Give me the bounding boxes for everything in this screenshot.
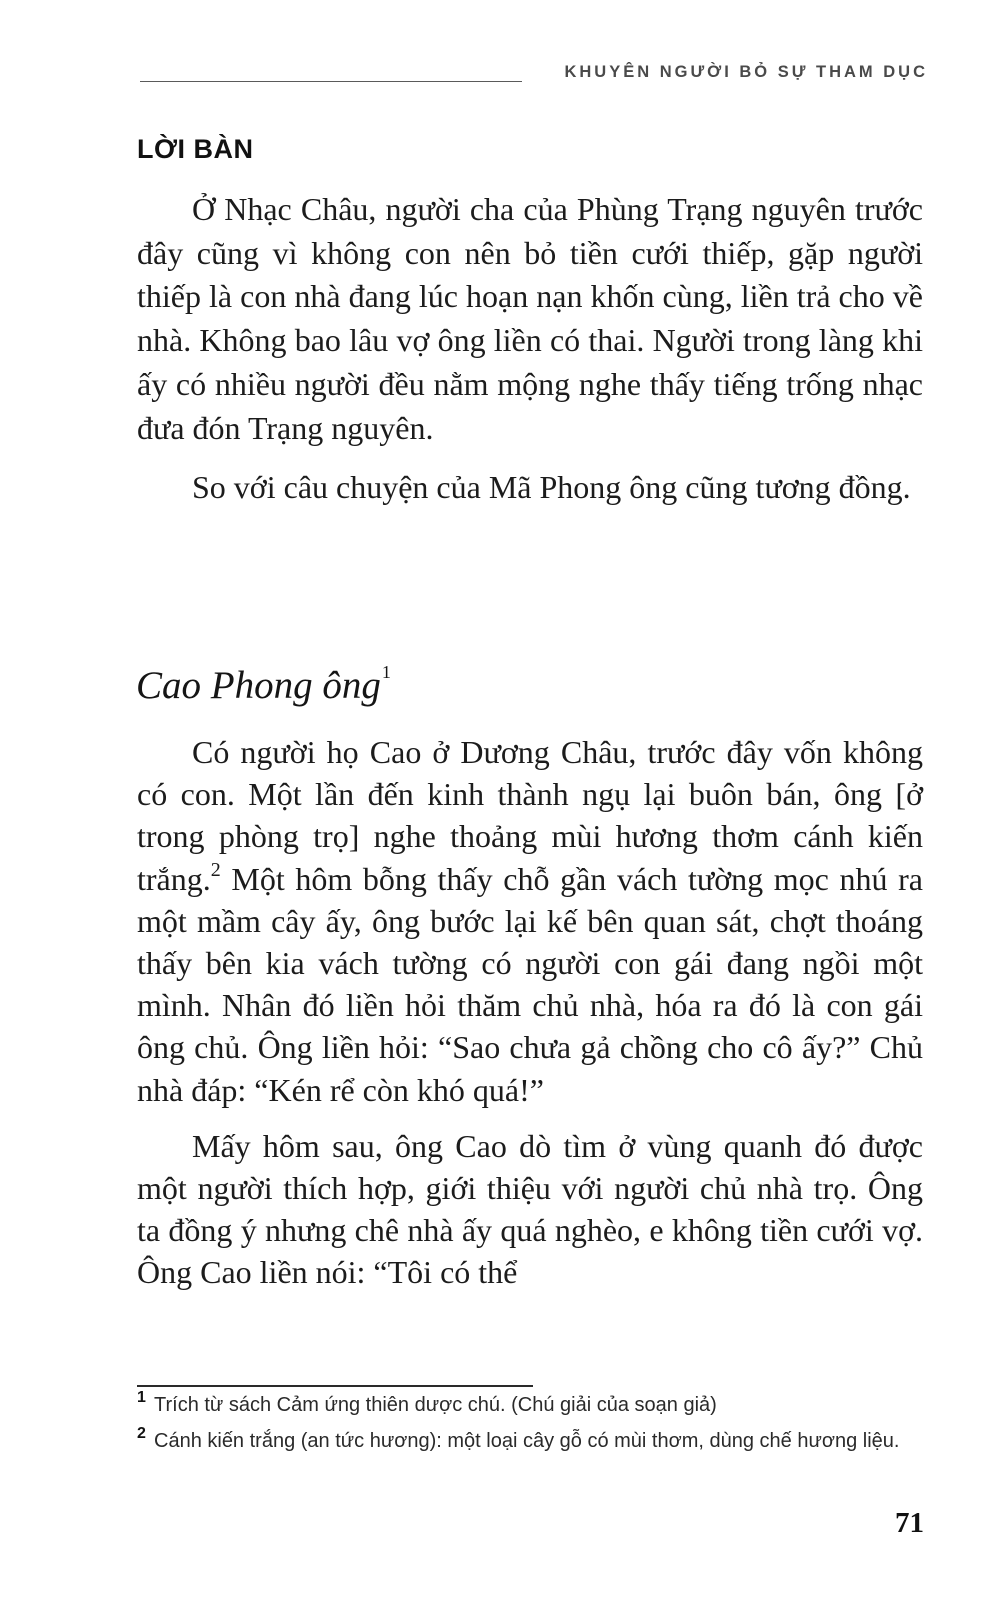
story-title: [136, 662, 391, 708]
footnote-1: [137, 1390, 927, 1420]
story-paragraph-1: [137, 731, 923, 1111]
footnote-rule: [137, 1385, 533, 1387]
footnote-number: 2: [137, 1425, 146, 1442]
footnote-2: [137, 1426, 927, 1456]
commentary-paragraph-2: So với câu chuyện của Mã Phong ông cũng tương đồng.: [192, 469, 911, 506]
running-head: KHUYÊN NGƯỜI BỎ SỰ THAM DỤC: [564, 63, 928, 81]
footnote-text: Trích từ sách Cảm ứng thiên dược chú. (Chú giải của soạn giả): [154, 1394, 717, 1416]
commentary-body: [137, 188, 923, 510]
footnote-number: 1: [137, 1389, 146, 1406]
story-paragraph-2: Mấy hôm sau, ông Cao dò tìm ở vùng quanh đó được một người thích hợp, giới thiệu với người chủ nhà trọ. Ông ta đồng ý nhưng chê nhà ấy quá nghèo, e không tiền cưới vợ. Ông Cao liền nói: “Tôi có thể: [137, 1127, 923, 1291]
commentary-heading: LỜI BÀN: [137, 134, 254, 164]
story-title-footnote-ref: 1: [381, 662, 391, 682]
footnote-ref-2: 2: [210, 858, 221, 881]
commentary-paragraph-1: Ở Nhạc Châu, người cha của Phùng Trạng nguyên trước đây cũng vì không con nên bỏ tiền cưới thiếp, gặp người thiếp là con nhà đang lúc hoạn nạn khốn cùng, liền trả cho về nhà. Không bao lâu vợ ông liền có thai. Người trong làng khi ấy có nhiều người đều nằm mộng nghe thấy tiếng trống nhạc đưa đón Trạng nguyên.: [137, 191, 923, 446]
story-title-text: Cao Phong ông: [136, 664, 381, 707]
footnotes: [137, 1390, 927, 1456]
footnote-text: Cánh kiến trắng (an tức hương): một loại cây gỗ có mùi thơm, dùng chế hương liệu.: [154, 1430, 900, 1452]
story-paragraph-1-text-a: Có người họ Cao ở Dương Châu, trước đây vốn không có con. Một lần đến kinh thành ngụ lại buôn bán, ông [ở trong phòng trọ] nghe thoảng mùi hương thơm cánh kiến trắng.: [137, 734, 923, 897]
story-body: [137, 731, 923, 1294]
header-rule: [140, 81, 522, 82]
page-number: 71: [895, 1507, 924, 1539]
story-paragraph-1-text-b: Một hôm bỗng thấy chỗ gần vách tường mọc nhú ra một mầm cây ấy, ông bước lại kế bên quan sát, chợt thoáng thấy bên kia vách tường có người con gái đang ngồi một mình. Nhân đó liền hỏi thăm chủ nhà, hóa ra đó là con gái ông chủ. Ông liền hỏi: “Sao chưa gả chồng cho cô ấy?” Chủ nhà đáp: “Kén rể còn khó quá!”: [137, 860, 923, 1108]
